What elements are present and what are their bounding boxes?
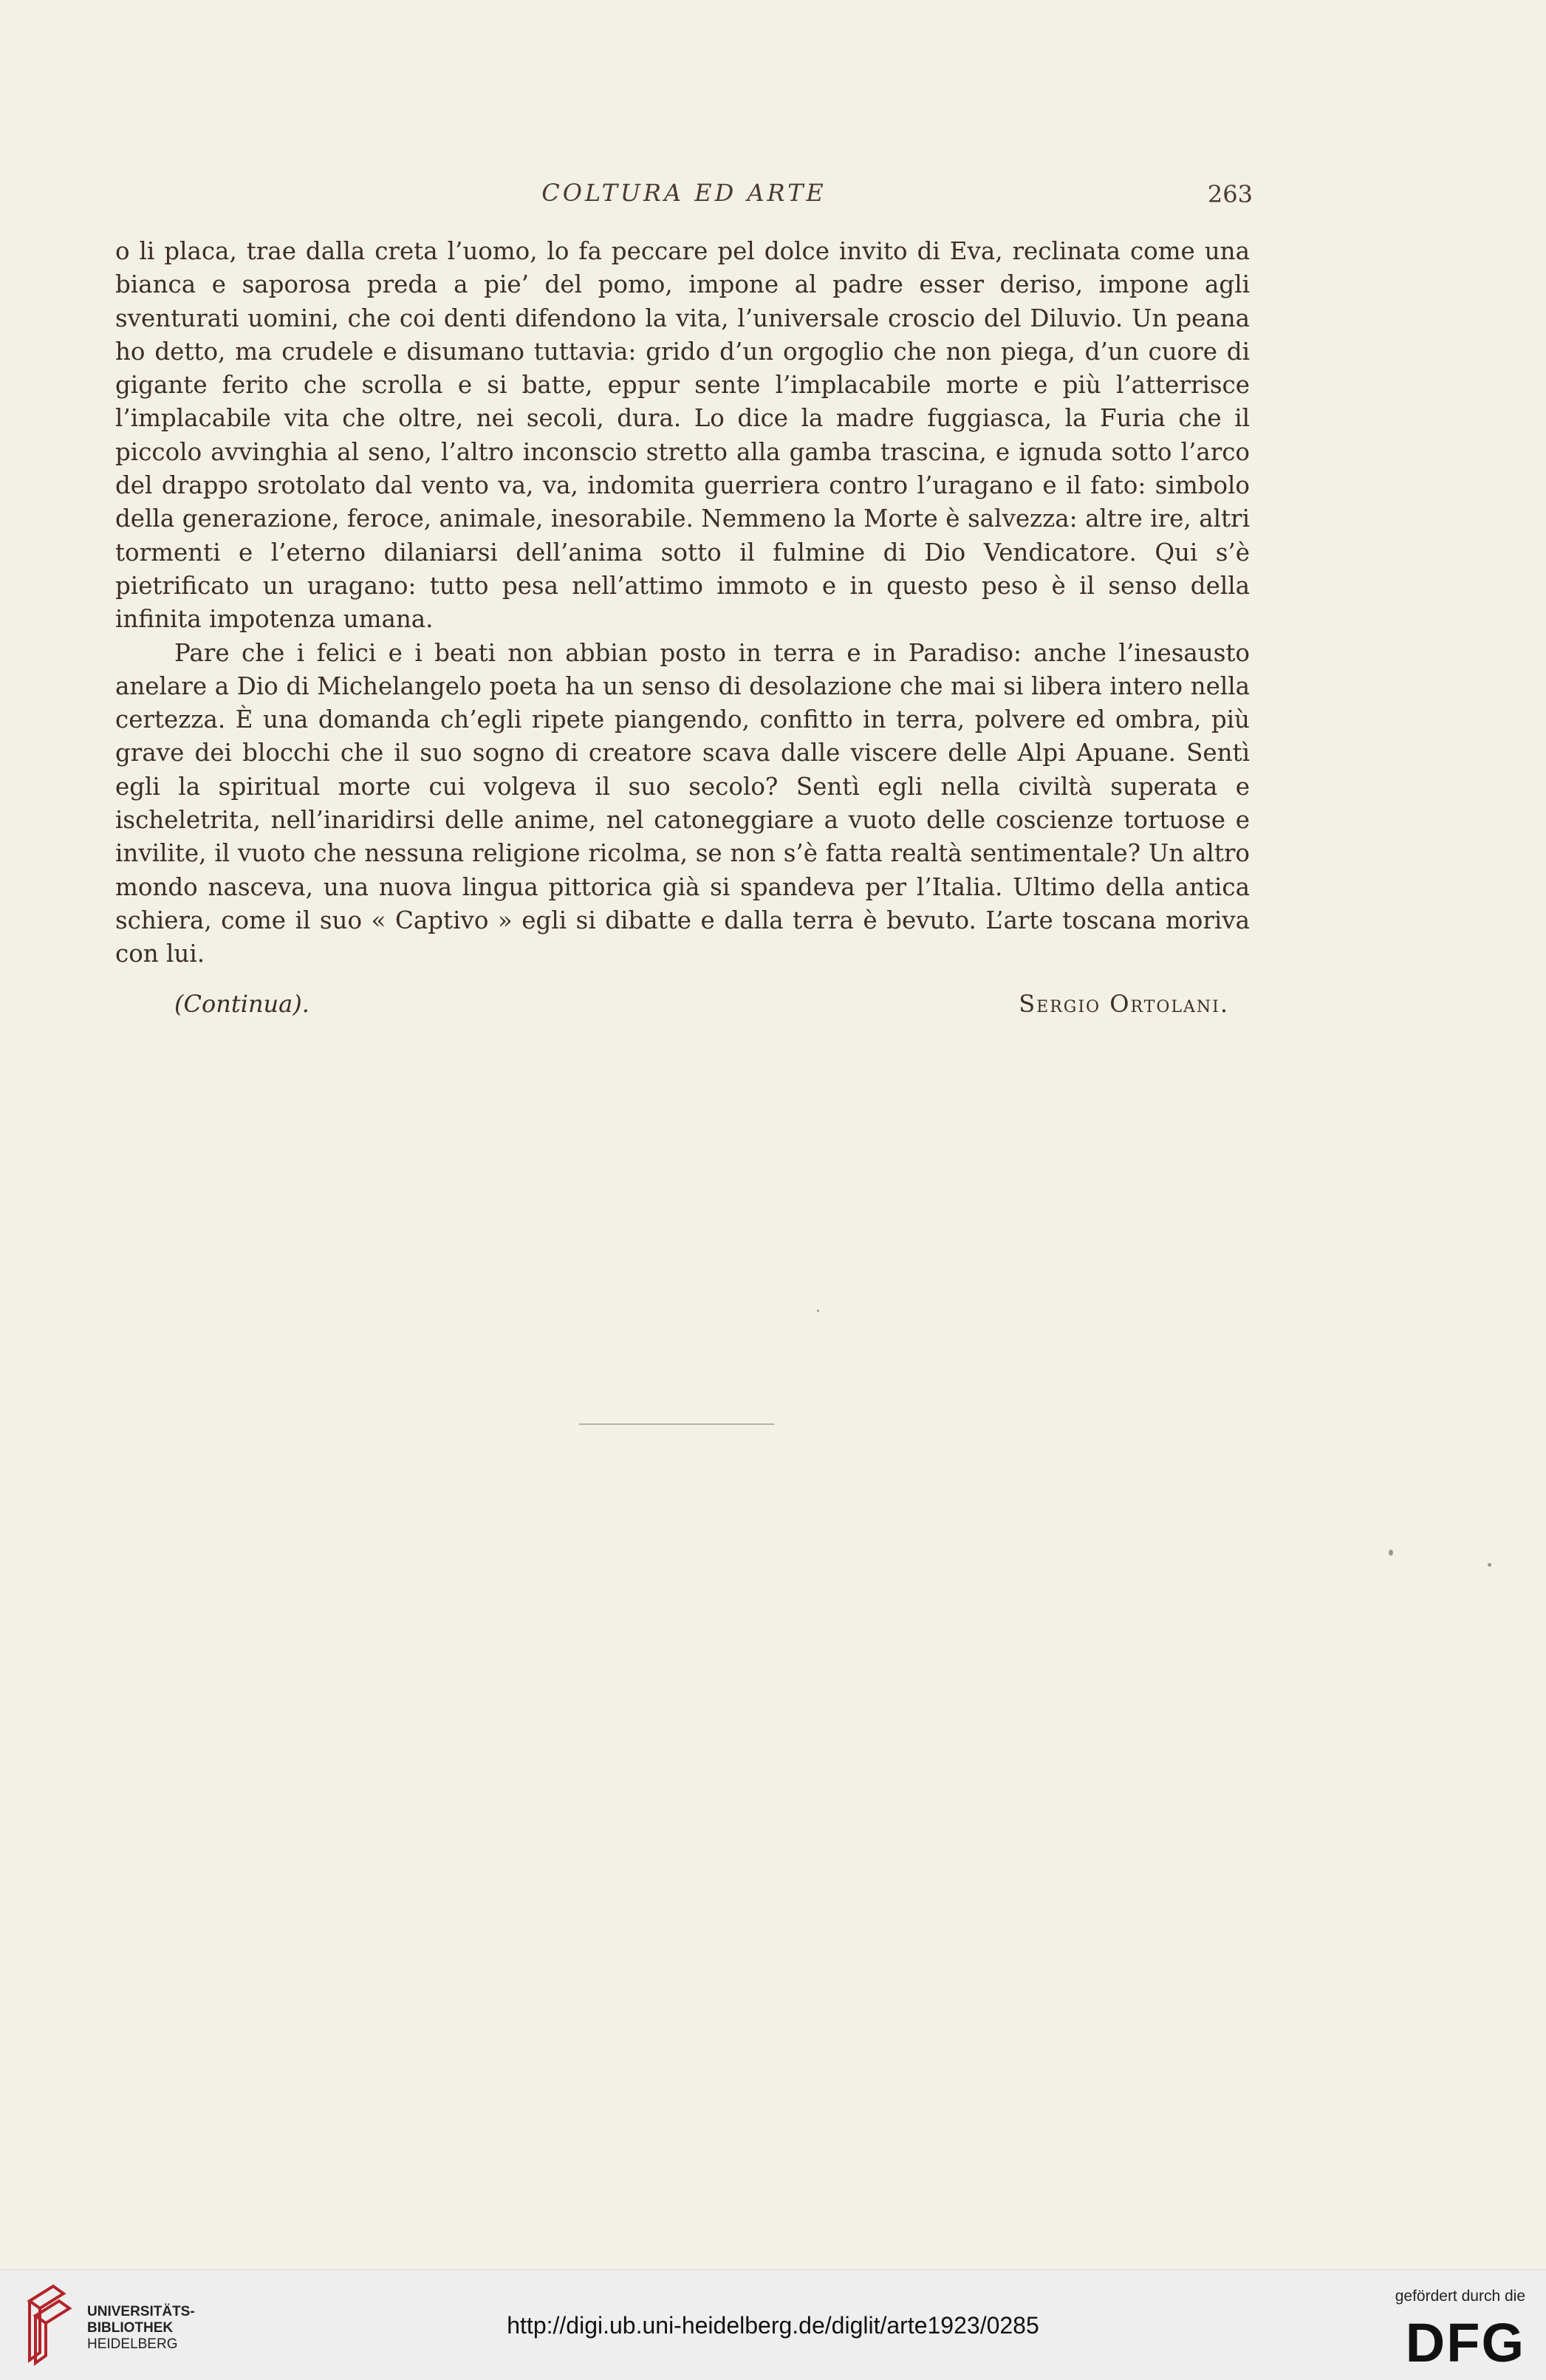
permalink-url[interactable]: http://digi.ub.uni-heidelberg.de/diglit/arte1923/0285 <box>507 2312 1039 2339</box>
library-name-line3: HEIDELBERG <box>87 2336 178 2352</box>
page-number: 263 <box>1207 180 1253 208</box>
signoff <box>115 990 1250 1027</box>
paper-speck <box>817 1310 819 1312</box>
funding-caption: gefördert durch die <box>1395 2288 1525 2305</box>
paper-speck <box>1389 1550 1393 1556</box>
article-body <box>115 235 1250 971</box>
running-title: COLTURA ED ARTE <box>541 179 827 207</box>
paragraph-2: Pare che i felici e i beati non abbian posto in terra e in Paradiso: anche l’inesausto anelare a Dio di Michelangelo poeta ha un senso di desolazione che mai si libera intero nella certezza. È una domanda ch’egli ripete piangendo, confitto in terra, polvere ed ombra, più grave dei blocchi che il suo sogno di creatore scava dalle viscere delle Alpi Apuane. Sentì egli la spiritual morte cui volgeva il suo secolo? Sentì egli nella civiltà superata e ischeletrita, nell’inaridirsi delle anime, nel catoneggiare a vuoto delle coscienze tortuose e invilite, il vuoto che nessuna religione ricolma, se non s’è fatta realtà sentimentale? Un altro mondo nasceva, una nuova lingua pittorica già si spandeva per l’Italia. Ultimo della antica schiera, come il suo « Captivo » egli si dibatte e dalla terra è bevuto. L’arte toscana moriva con lui. <box>115 638 1250 968</box>
end-rule <box>579 1423 774 1425</box>
library-name-line2: BIBLIOTHEK <box>87 2320 174 2336</box>
running-head <box>115 179 1253 216</box>
continua-note: (Continua). <box>174 990 309 1018</box>
library-name-line1: UNIVERSITÄTS- <box>87 2304 195 2319</box>
dfg-logo-icon: DFG <box>1405 2312 1525 2373</box>
paper-speck <box>1488 1563 1491 1567</box>
author-name: Sergio Ortolani. <box>1019 990 1229 1018</box>
footer-bar <box>0 2269 1546 2380</box>
paragraph-1: o li placa, trae dalla creta l’uomo, lo fa peccare pel dolce invito di Eva, reclinata come una bianca e saporosa preda a pie’ del pomo, impone al padre esser deriso, impone agli sventurati uomini, che coi denti difendono la vita, l’universale croscio del Diluvio. Un peana ho detto, ma crudele e disumano tuttavia: grido d’un orgoglio che non piega, d’un cuore di gigante ferito che scrolla e si batte, eppur sente l’implacabile morte e più l’atterrisce l’implacabile vita che oltre, nei secoli, dura. Lo dice la madre fuggiasca, la Furia che il piccolo avvinghia al seno, l’altro inconscio stretto alla gamba trascina, e ignuda sotto l’arco del drappo srotolato dal vento va, va, indomita guerriera contro l’uragano e il fato: simbolo della generazione, feroce, animale, inesorabile. Nemmeno la Morte è salvezza: altre ire, altri tormenti e l’eterno dilaniarsi dell’anima sotto il fulmine di Dio Vendicatore. Qui s’è pietrificato un uragano: tutto pesa nell’attimo immoto e in questo peso è il senso della infinita impotenza umana. <box>115 237 1250 634</box>
